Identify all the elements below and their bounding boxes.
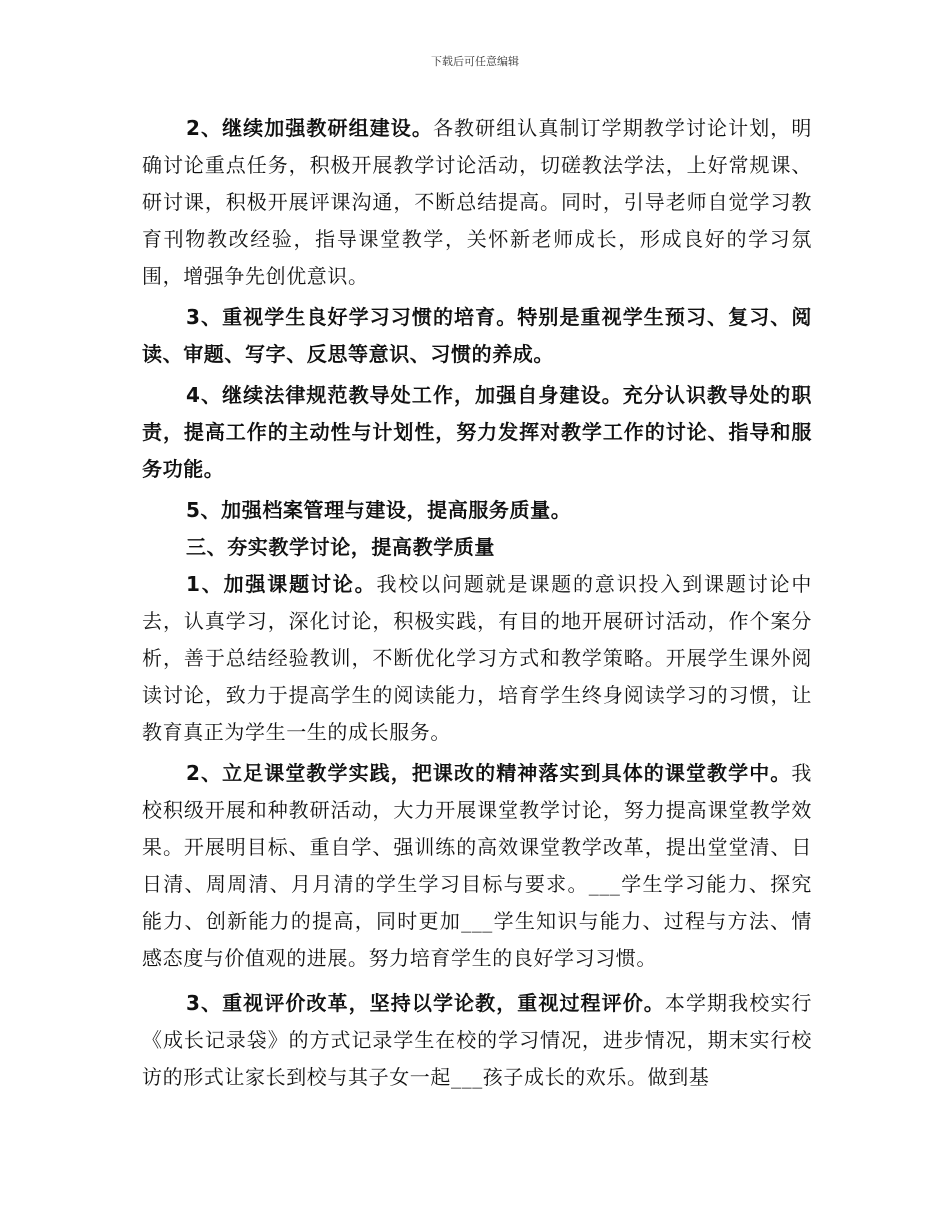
paragraph-archive bbox=[142, 492, 812, 529]
paragraph-lead: 5、加强档案管理与建设，提高服务质量。 bbox=[186, 498, 572, 522]
paragraph-lead: 1、加强课题讨论。 bbox=[186, 572, 377, 596]
paragraph-guidance-office bbox=[142, 377, 812, 488]
page-header: 下载后可任意编辑 bbox=[431, 55, 519, 68]
paragraph-lead: 2、立足课堂教学实践，把课改的精神落实到具体的课堂教学中。 bbox=[186, 761, 792, 785]
section-heading bbox=[142, 529, 812, 566]
paragraph-lead: 4、继续法律规范教导处工作，加强自身建设。充分认识教导处的职责，提高工作的主动性与计划性，努力发挥对教学工作的讨论、指导和服务功能。 bbox=[142, 383, 812, 481]
paragraph-text: 各教研组认真制订学期教学讨论计划，明确讨论重点任务，积极开展教学讨论活动，切磋教法学法，上好常规课、研讨课，积极开展评课沟通，不断总结提高。同时，引导老师自觉学习教育刊物教改经验，指导课堂教学，关怀新老师成长，形成良好的学习氛围，增强争先创优意识。 bbox=[142, 116, 812, 288]
paragraph-lead: 3、重视评价改革，坚持以学论教，重视过程评价。 bbox=[186, 991, 665, 1015]
document-body bbox=[142, 110, 812, 1096]
paragraph-research-topics bbox=[142, 566, 812, 751]
paragraph-evaluation-reform bbox=[142, 985, 812, 1096]
paragraph-text: 本学期我校实行《成长记录袋》的方式记录学生在校的学习情况，进步情况，期末实行校访的形式让家长到校与其子女一起___孩子成长的欢乐。做到基 bbox=[142, 991, 813, 1089]
section-heading-text: 三、夯实教学讨论，提高教学质量 bbox=[186, 535, 495, 559]
paragraph-teaching-group bbox=[142, 110, 812, 295]
paragraph-text: 我校以问题就是课题的意识投入到课题讨论中去，认真学习，深化讨论，积极实践，有目的地开展研讨活动，作个案分析，善于总结经验教训，不断优化学习方式和教学策略。开展学生课外阅读讨论，致力于提高学生的阅读能力，培育学生终身阅读学习的习惯，让教育真正为学生一生的成长服务。 bbox=[142, 572, 812, 744]
paragraph-lead: 3、重视学生良好学习习惯的培育。特别是重视学生预习、复习、阅读、审题、写字、反思等意识、习惯的养成。 bbox=[142, 305, 812, 366]
paragraph-study-habits bbox=[142, 299, 812, 373]
paragraph-lead: 2、继续加强教研组建设。 bbox=[186, 116, 433, 140]
paragraph-classroom-practice bbox=[142, 755, 812, 977]
paragraph-text: 我校积级开展和种教研活动，大力开展课堂教学讨论，努力提高课堂教学效果。开展明目标、重自学、强训练的高效课堂教学改革，提出堂堂清、日日清、周周清、月月清的学生学习目标与要求。___学生学习能力、探究能力、创新能力的提高，同时更加___学生知识与能力、过程与方法、情感态度与价值观的进展。努力培育学生的良好学习习惯。 bbox=[142, 761, 812, 970]
